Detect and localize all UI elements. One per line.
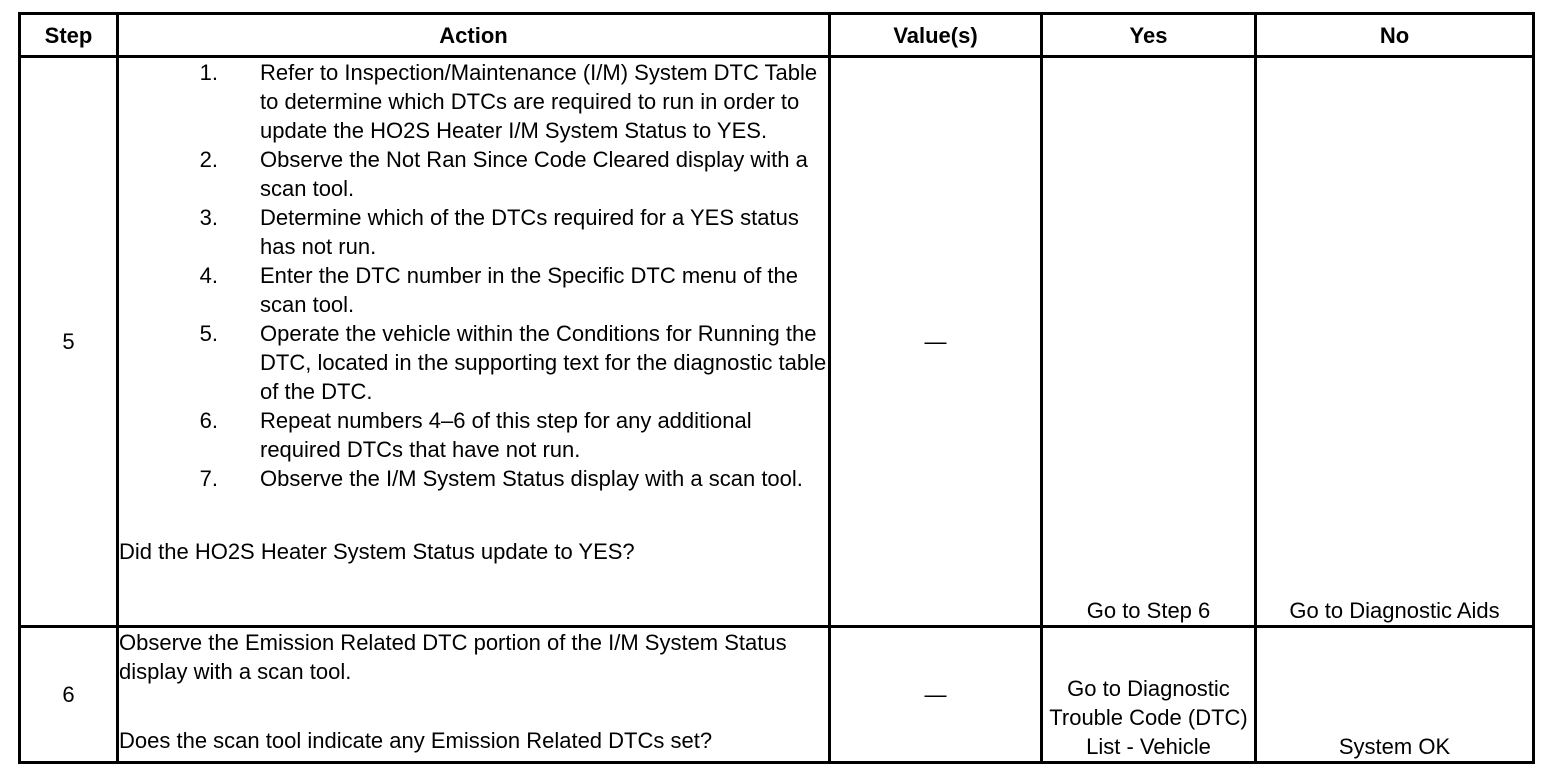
item-number: 4. <box>199 263 218 288</box>
item-number: 7. <box>199 466 218 491</box>
list-item <box>119 203 828 261</box>
header-no: No <box>1256 14 1534 57</box>
yes-cell: Go to Diagnostic Trouble Code (DTC) List - Vehicle <box>1042 627 1256 763</box>
item-text: Operate the vehicle within the Conditions for Running the DTC, located in the supporting text for the diagnostic table of the DTC. <box>260 321 827 404</box>
no-cell: Go to Diagnostic Aids <box>1256 57 1534 627</box>
step-question: Did the HO2S Heater System Status update to YES? <box>119 539 635 564</box>
item-number: 2. <box>199 147 218 172</box>
action-cell <box>118 57 830 627</box>
item-text: Observe the I/M System Status display with a scan tool. <box>260 466 803 491</box>
values-cell: — <box>830 627 1042 763</box>
list-item <box>119 464 828 493</box>
header-row <box>20 14 1534 57</box>
header-yes: Yes <box>1042 14 1256 57</box>
item-text: Determine which of the DTCs required for a YES status has not run. <box>260 205 799 259</box>
item-number: 3. <box>199 205 218 230</box>
action-cell <box>118 627 830 763</box>
list-item <box>119 319 828 406</box>
list-item <box>119 145 828 203</box>
item-number: 5. <box>199 321 218 346</box>
list-item <box>119 406 828 464</box>
table-row-step-5 <box>20 57 1534 627</box>
list-item <box>119 58 828 145</box>
header-step: Step <box>20 14 118 57</box>
no-cell: System OK <box>1256 627 1534 763</box>
step-number: 5 <box>20 57 118 627</box>
item-number: 1. <box>199 60 218 85</box>
item-number: 6. <box>199 408 218 433</box>
item-text: Refer to Inspection/Maintenance (I/M) System DTC Table to determine which DTCs are required to run in order to update the HO2S Heater I/M System Status to YES. <box>260 60 818 143</box>
table-row-step-6 <box>20 627 1534 763</box>
header-values: Value(s) <box>830 14 1042 57</box>
header-action: Action <box>118 14 830 57</box>
item-text: Observe the Not Ran Since Code Cleared display with a scan tool. <box>260 147 808 201</box>
step-question: Does the scan tool indicate any Emission Related DTCs set? <box>119 728 713 753</box>
instruction-list <box>119 58 828 493</box>
item-text: Enter the DTC number in the Specific DTC menu of the scan tool. <box>260 263 799 317</box>
values-cell: — <box>830 57 1042 627</box>
action-text: Observe the Emission Related DTC portion of the I/M System Status display with a scan tool. <box>119 630 787 684</box>
list-item <box>119 261 828 319</box>
item-text: Repeat numbers 4–6 of this step for any additional required DTCs that have not run. <box>260 408 752 462</box>
step-number: 6 <box>20 627 118 763</box>
yes-cell: Go to Step 6 <box>1042 57 1256 627</box>
diagnostic-table <box>18 12 1535 764</box>
